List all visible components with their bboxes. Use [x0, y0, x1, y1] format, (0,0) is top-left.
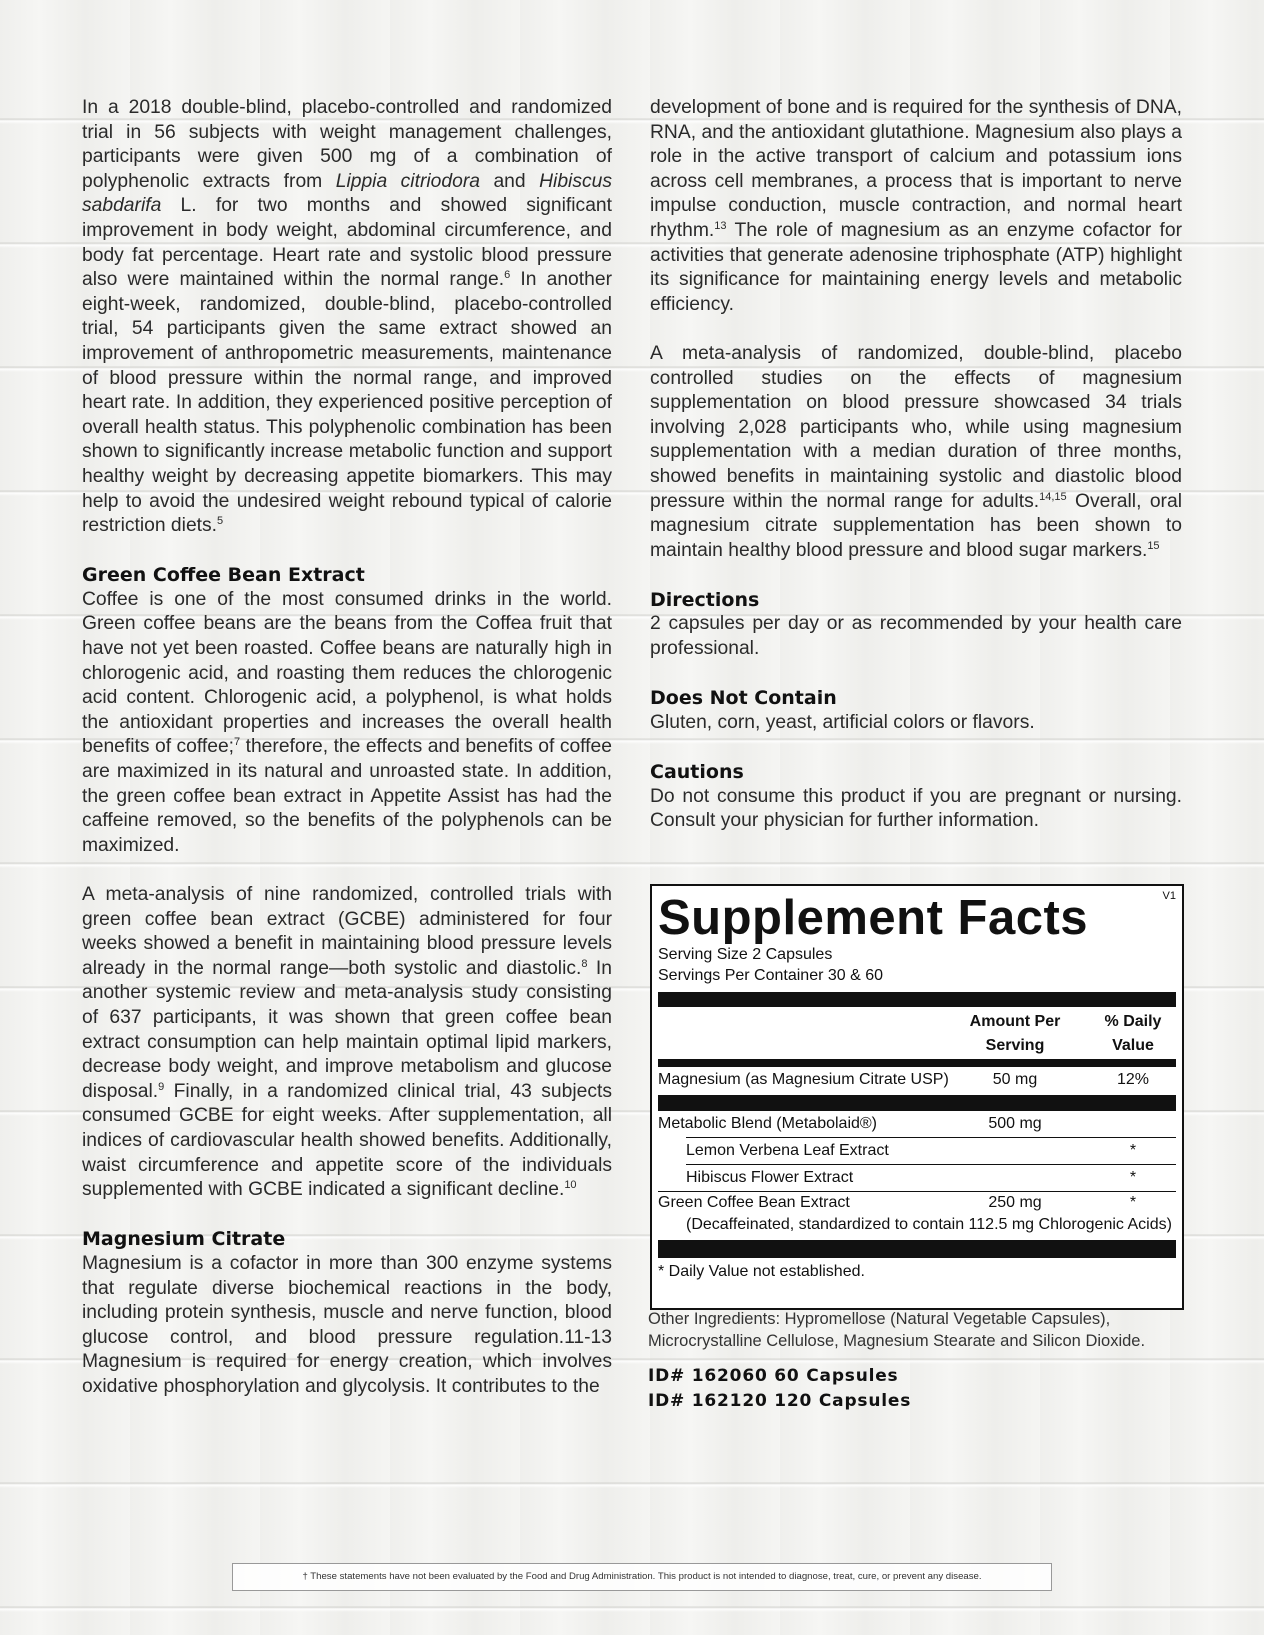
divider-thick	[658, 992, 1176, 1007]
facts-row: Metabolic Blend (Metabolaid®) 500 mg	[658, 1115, 1042, 1132]
does-not-contain-text: Gluten, corn, yeast, artificial colors or flavors.	[650, 711, 1035, 733]
cautions-text: Do not consume this product if you are pregnant or nursing. Consult your physician for further information.	[650, 785, 1182, 832]
heading-does-not-contain: Does Not Contain	[650, 687, 837, 710]
heading-cautions: Cautions	[650, 761, 744, 784]
product-ids	[648, 1364, 911, 1414]
header-amount: Amount Per Serving	[969, 1013, 1061, 1054]
facts-row: Green Coffee Bean Extract 250 mg *	[658, 1194, 1137, 1211]
paragraph-magnesium: Magnesium is a cofactor in more than 300 enzyme systems that regulate diverse biochemical reactions in the body, including protein synthesis, muscle and nerve function, blood glucose control, and blood pressure regulation.11-13 Magnesium is required for energy creation, which involves oxidative phosphorylation and glycolysis. It contributes to the	[82, 1252, 612, 1397]
standardization-note: (Decaffeinated, standardized to contain 112.5 mg Chlorogenic Acids)	[686, 1216, 1172, 1233]
facts-row: Lemon Verbena Leaf Extract *	[686, 1142, 1137, 1159]
product-id: ID# 162120 120 Capsules	[648, 1391, 912, 1411]
facts-row: Magnesium (as Magnesium Citrate USP) 50 mg 12%	[658, 1071, 1150, 1088]
heading-directions: Directions	[650, 588, 760, 611]
heading-green-coffee: Green Coffee Bean Extract	[82, 564, 365, 587]
directions-text: 2 capsules per day or as recommended by your health care professional.	[650, 613, 1182, 660]
supplement-facts-panel	[650, 884, 1184, 1310]
heading-magnesium: Magnesium Citrate	[82, 1228, 286, 1251]
left-column	[82, 96, 612, 1399]
daily-value-footnote: * Daily Value not established.	[658, 1263, 865, 1280]
paragraph-magnesium-meta: A meta-analysis of randomized, double-blind, placebo controlled studies on the effects of magnesium supplementation on blood pressure showcased 34 trials involving 2,028 participants who, while using magnesium supplementation with a median duration of three months, showed benefits in maintaining systolic and diastolic blood pressure within the normal range for adults.$^{14,15}$ Overall, oral magnesium citrate supplementation has been shown to maintain healthy blood pressure and blood sugar markers.$^{15}$	[650, 342, 1182, 561]
facts-header	[658, 1007, 1176, 1059]
facts-row: Hibiscus Flower Extract *	[686, 1169, 1137, 1186]
servings-per-container: Servings Per Container 30 & 60	[658, 967, 884, 984]
divider-medium	[658, 1095, 1176, 1111]
other-ingredients: Other Ingredients: Hypromellose (Natural Vegetable Capsules), Microcrystalline Cellulose, Magnesium Stearate and Silicon Dioxide.	[648, 1310, 1146, 1350]
product-id: ID# 162060 60 Capsules	[648, 1366, 899, 1386]
version-label: V1	[1162, 890, 1176, 902]
divider-medium	[658, 1059, 1176, 1067]
paragraph-green-coffee: Coffee is one of the most consumed drinks in the world. Green coffee beans are the beans from the Coffea fruit that have not yet been roasted. Coffee beans are naturally high in chlorogenic acid, and roasting them reduces the chlorogenic acid content. Chlorogenic acid, a polyphenol, is what holds the antioxidant properties and increases the overall health benefits of coffee;$^7$ therefore, the effects and benefits of coffee are maximized in its natural and unroasted state. In addition, the green coffee bean extract in Appetite Assist has had the caffeine removed, so the benefits of the polyphenols can be maximized.	[82, 588, 612, 856]
paragraph-gcbe-meta-analysis: A meta-analysis of nine randomized, controlled trials with green coffee bean extract (GCBE) administered for four weeks showed a benefit in maintaining blood pressure levels already in the normal range—both systolic and diastolic.$^8$ In another systemic review and meta-analysis study consisting of 637 participants, it was shown that green coffee bean extract consumption can help maintain optimal lipid markers, decrease body weight, and improve metabolism and glucose disposal.$^9$ Finally, in a randomized clinical trial, 43 subjects consumed GCBE for eight weeks. After supplementation, all indices of cardiovascular health showed benefits. Additionally, waist circumference and appetite score of the individuals supplemented with GCBE indicated a significant decline.$^{10}$	[82, 884, 612, 1201]
paragraph-polyphenol-trials: In a 2018 double-blind, placebo-controlled and randomized trial in 56 subjects with weight management challenges, participants were given 500 mg of a combination of polyphenolic extracts from Lippia citriodora and Hibiscus sabdarifa L. for two months and showed significant improvement in body weight, abdominal circumference, and body fat percentage. Heart rate and systolic blood pressure also were maintained within the normal range.$^6$ In another eight-week, randomized, double-blind, placebo-controlled trial, 54 participants given the same extract showed an improvement of anthropometric measurements, maintenance of blood pressure within the normal range, and improved heart rate. In addition, they experienced positive perception of overall health status. This polyphenolic combination has been shown to significantly increase metabolic function and support healthy weight by decreasing appetite biomarkers. This may help to avoid the undesired weight rebound typical of calorie restriction diets.$^5$	[82, 97, 612, 537]
serving-size: Serving Size 2 Capsules	[658, 946, 833, 963]
right-column	[650, 96, 1182, 834]
facts-title: Supplement Facts	[658, 891, 1089, 945]
paragraph-magnesium-cont: development of bone and is required for the synthesis of DNA, RNA, and the antioxidant glutathione. Magnesium also plays a role in the active transport of calcium and potassium ions across cell membranes, a process that is important to nerve impulse conduction, muscle contraction, and normal heart rhythm.$^{13}$ The role of magnesium as an enzyme cofactor for activities that generate adenosine triphosphate (ATP) highlight its significance for maintaining energy levels and metabolic efficiency.	[650, 97, 1182, 315]
fda-disclaimer: † These statements have not been evaluated by the Food and Drug Administration. This product is not intended to diagnose, treat, cure, or prevent any disease.	[232, 1563, 1052, 1591]
divider-thick	[658, 1240, 1176, 1258]
header-daily-value: % Daily Value	[1104, 1013, 1162, 1054]
